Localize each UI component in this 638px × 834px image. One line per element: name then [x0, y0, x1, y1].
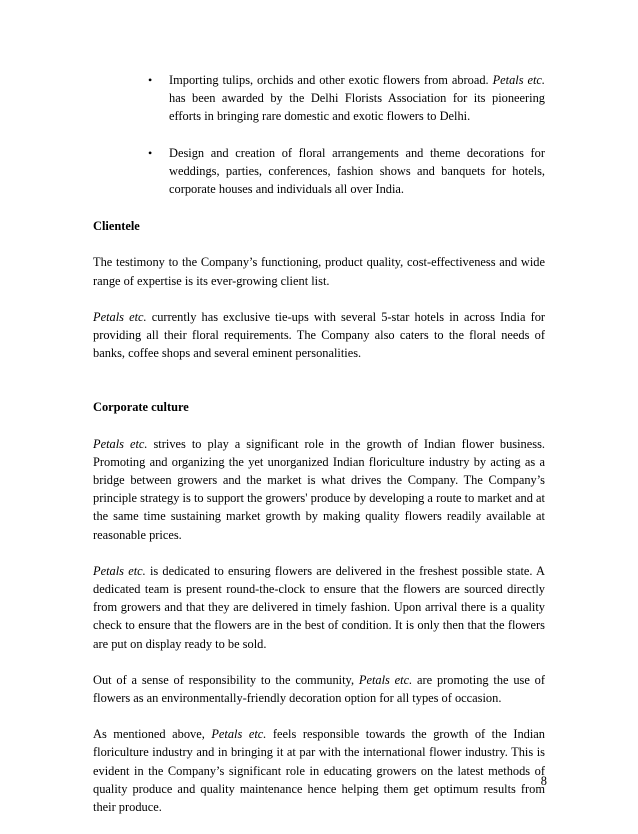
bullet-text: Design and creation of floral arrangements and theme decorations for weddings, parties, conferences, fashion shows and banquets for hotels, corporate houses and individuals all over India.	[169, 145, 545, 197]
paragraph: Petals etc. is dedicated to ensuring flowers are delivered in the freshest possible state. A dedicated team is present round-the-clock to ensure that the flowers are sourced directly from growers and that they are delivered in timely fashion. Upon arrival there is a quality check to ensure that the flowers are in the best of condition. It is only then that the flowers are put on display ready to be sold.	[93, 563, 545, 651]
paragraph: Petals etc. currently has exclusive tie-ups with several 5-star hotels in across India for providing all their floral requirements. The Company also caters to the floral needs of banks, coffee shops and several eminent personalities.	[93, 309, 546, 361]
bullet-item	[93, 144, 545, 199]
page-content	[93, 71, 545, 834]
section-corporate-culture	[93, 398, 545, 816]
page-number: 8	[540, 774, 547, 788]
bullet-icon: •	[148, 145, 153, 160]
paragraph: As mentioned above, Petals etc. feels responsible towards the growth of the Indian floriculture industry and in bringing it at par with the international flower industry. This is evident in the Company’s significant role in educating growers on the latest methods of quality produce and quality maintenance hence helping them get optimum results from their produce.	[93, 727, 545, 815]
paragraph: Out of a sense of responsibility to the community, Petals etc. are promoting the use of flowers as an environmentally-friendly decoration option for all types of occasion.	[93, 672, 546, 706]
section-heading: Corporate culture	[93, 400, 189, 415]
bullet-text: Importing tulips, orchids and other exotic flowers from abroad. Petals etc. has been awarded by the Delhi Florists Association for its pioneering efforts in bringing rare domestic and exotic flowers to Delhi.	[169, 73, 546, 124]
section-clientele	[93, 217, 545, 362]
bullet-icon: •	[148, 73, 153, 87]
bullet-item	[93, 71, 545, 126]
paragraph: Petals etc. strives to play a significant role in the growth of Indian flower business. Promoting and organizing the yet unorganized Indian floriculture industry by acting as a bridge between growers and the market is what drives the Company. The Company’s principle strategy is to support the growers' produce by developing a route to market and at the same time sustaining market growth by making quality flowers readily available at reasonable prices.	[93, 436, 545, 542]
paragraph: The testimony to the Company’s functioning, product quality, cost-effectiveness and wide range of expertise is its ever-growing client list.	[93, 255, 545, 288]
service-bullet-list	[93, 71, 545, 198]
section-heading: Clientele	[93, 219, 140, 234]
